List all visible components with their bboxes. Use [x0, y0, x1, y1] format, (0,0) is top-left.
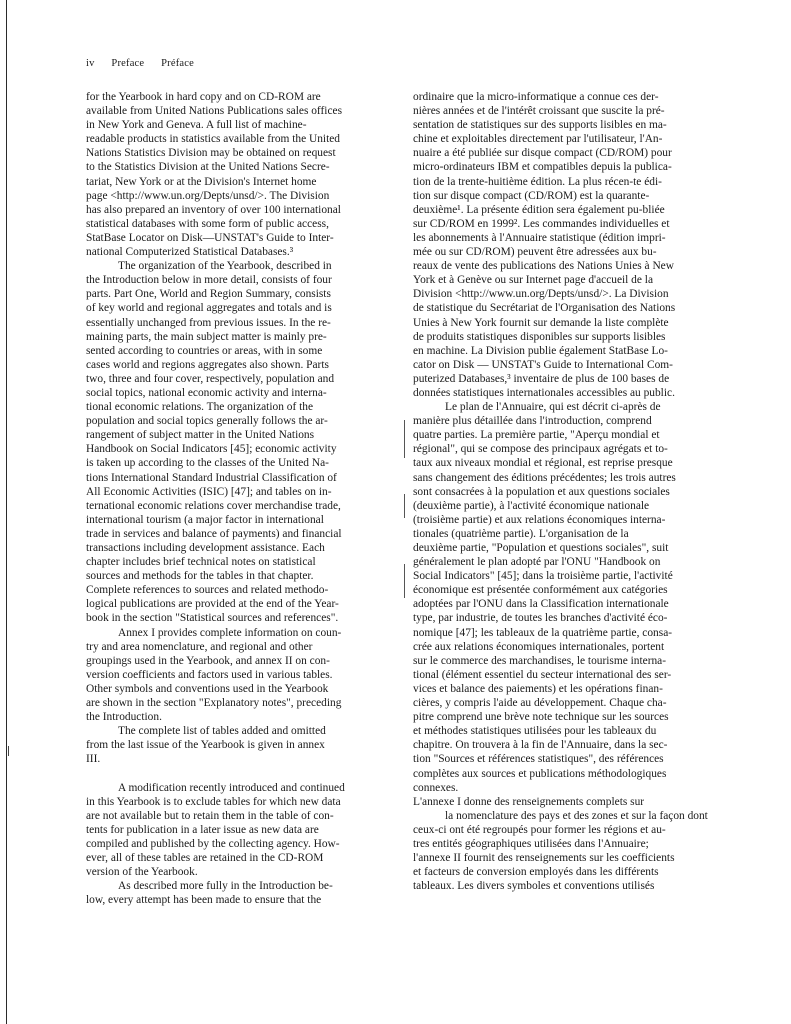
text-line: l'annexe II fournit des renseignements sur les coefficients [413, 852, 675, 865]
text-line: nomique [47]; les tableaux de la quatrième partie, consa- [413, 626, 673, 639]
text-line: la nomenclature des pays et des zones et sur la façon dont [445, 809, 708, 822]
text-line: readable products in statistics available from the United [86, 133, 340, 146]
text-line: national Computerized Statistical Databases.³ [86, 246, 294, 259]
text-line: de produits statistiques disponibles sur supports lisibles [413, 330, 666, 343]
text-line: vices et balance des paiements) et les opérations finan- [413, 682, 663, 695]
page-edge-line [6, 0, 7, 1024]
text-line: sources and methods for the tables in that chapter. [86, 570, 314, 583]
text-line: from the last issue of the Yearbook is given in annex [86, 739, 325, 752]
text-line [86, 767, 384, 781]
text-line: rangement of subject matter in the United Nations [86, 429, 315, 442]
text-line: ternational economic relations cover merchandise trade, [86, 499, 341, 512]
french-column [413, 90, 711, 893]
text-line: chine et exploitables directement par l'utilisateur, l'An- [413, 133, 663, 146]
text-line: quatre parties. La première partie, "Aperçu mondial et [413, 429, 660, 442]
text-line: connexes. [413, 781, 459, 794]
text-line: données statistiques internationales accessibles au public. [413, 386, 675, 399]
text-line: the Introduction below in more detail, consists of four [86, 274, 332, 287]
text-line: (deuxième partie), à l'activité économique nationale [413, 499, 650, 512]
text-line: logical publications are provided at the end of the Year- [86, 598, 339, 611]
text-line: tres entités géographiques utilisées dans l'Annuaire; [413, 837, 649, 850]
text-line: As described more fully in the Introduction be- [118, 880, 333, 893]
text-line: are shown in the section "Explanatory notes", preceding [86, 697, 342, 710]
text-line: low, every attempt has been made to ensure that the [86, 894, 322, 907]
text-line: généralement le plan adopté par l'ONU "Handbook on [413, 556, 661, 569]
text-line: in this Yearbook is to exclude tables for which new data [86, 795, 341, 808]
text-line: transactions including development assistance. Each [86, 542, 325, 554]
text-line: The organization of the Yearbook, described in [118, 260, 332, 273]
page-number: iv [86, 58, 95, 69]
text-line: et facteurs de conversion employés dans les différents [413, 866, 659, 879]
text-line: The complete list of tables added and omitted [118, 725, 326, 738]
text-line: cator on Disk — UNSTAT's Guide to International Com- [413, 358, 673, 371]
text-line: tions International Standard Industrial Classification of [86, 471, 337, 484]
text-line: ordinaire que la micro-informatique a connue ces der- [413, 91, 659, 103]
text-line: ever, all of these tables are retained in the CD-ROM [86, 852, 324, 865]
text-line: version of the Yearbook. [86, 866, 198, 879]
text-line: Annex I provides complete information on coun- [118, 626, 342, 639]
text-line: économique est présentée conformément aux catégories [413, 584, 668, 597]
text-line: Nations Statistics Division may be obtained on request [86, 147, 336, 160]
text-line: has also prepared an inventory of over 100 international [86, 203, 341, 216]
text-line: adoptées par l'ONU dans la Classification internationale [413, 598, 669, 611]
text-line: puterized Databases,³ inventaire de plus de 100 bases de [413, 372, 670, 385]
text-line: sur CD/ROM en 1999². Les commandes individuelles et [413, 217, 670, 230]
text-line: ceux-ci ont été regroupés pour former les régions et au- [413, 823, 666, 836]
text-line: deuxième¹. La présente édition sera également pu-bliée [413, 203, 665, 216]
change-bar [404, 494, 405, 518]
text-line: les abonnements à l'Annuaire statistique (édition impri- [413, 231, 666, 244]
text-line: en machine. La Division publie également StatBase Lo- [413, 344, 668, 357]
text-line: the Introduction. [86, 711, 162, 724]
text-line: manière plus détaillée dans l'introduction, comprend [413, 415, 652, 428]
text-line: statistical databases with some form of public access, [86, 217, 329, 230]
text-line: try and area nomenclature, and regional and other [86, 640, 313, 653]
text-line: international tourism (a major factor in international [86, 513, 324, 526]
text-line: tional economic relations. The organization of the [86, 401, 314, 414]
text-line: micro-ordinateurs IBM et compatibles depuis la publica- [413, 161, 672, 174]
text-line: version coefficients and factors used in various tables. [86, 668, 333, 681]
english-column [86, 90, 384, 907]
text-line: maining parts, the main subject matter is mainly pre- [86, 330, 327, 343]
text-line: de statistique du Secrétariat de l'Organisation des Nations [413, 302, 676, 315]
text-line: two, three and four cover, respectively, population and [86, 372, 335, 385]
text-line: groupings used in the Yearbook, and annex II on con- [86, 654, 330, 667]
text-line: StatBase Locator on Disk—UNSTAT's Guide to Inter- [86, 231, 334, 244]
text-line: régional", qui se compose des principaux agrégats et to- [413, 443, 668, 456]
text-line: sentation de statistiques sur des supports lisibles en ma- [413, 119, 667, 132]
text-line: tional (élément essentiel du secteur international des ser- [413, 668, 672, 681]
text-line: tion "Sources et références statistiques", des références [413, 753, 664, 766]
text-line: compiled and published by the collecting agency. How- [86, 837, 340, 850]
text-line: Social Indicators" [45]; dans la troisième partie, l'activité [413, 570, 673, 583]
text-line: available from United Nations Publications sales offices [86, 105, 343, 118]
text-line: pitre comprend une brève note technique sur les sources [413, 711, 669, 724]
text-line: social topics, national economic activity and interna- [86, 386, 327, 399]
text-line: chapter includes brief technical notes on statistical [86, 556, 316, 569]
text-line: complètes aux sources et publications méthodologiques [413, 767, 667, 780]
text-line: (troisième partie) et aux relations économiques interna- [413, 513, 666, 526]
text-line: Complete references to sources and related methodo- [86, 584, 329, 597]
text-line: cases world and regions aggregates also shown. Parts [86, 358, 329, 371]
text-line: to the Statistics Division at the United Nations Secre- [86, 161, 330, 174]
text-line: A modification recently introduced and continued [118, 781, 345, 794]
text-line: nières années et de l'intérêt croissant que suscite la pré- [413, 105, 665, 118]
text-line: tableaux. Les divers symboles et conventions utilisés [413, 880, 655, 893]
text-line: sur le commerce des marchandises, le tourisme interna- [413, 654, 667, 667]
text-line: sans changement des éditions précédentes; les trois autres [413, 471, 676, 484]
text-line: taux aux niveaux mondial et régional, est reprise presque [413, 457, 673, 470]
text-line: crée aux relations économiques internationales, portent [413, 640, 665, 653]
text-line: L'annexe I donne des renseignements complets sur [413, 795, 645, 808]
text-line: York et à Genève ou sur Internet page d'accueil de la [413, 274, 654, 287]
text-line: type, par industrie, de toutes les branches d'activité éco- [413, 612, 668, 625]
text-line: is taken up according to the classes of the United Na- [86, 457, 329, 470]
text-line: tariat, New York or at the Division's Internet home [86, 175, 317, 188]
text-line: book in the section "Statistical sources and references". [86, 612, 339, 625]
text-line: et méthodes statistiques utilisées pour les tableaux du [413, 725, 657, 738]
text-line: tion sur disque compact (CD/ROM) est la quarante- [413, 189, 650, 202]
text-line: cières, y compris l'aide au développement. Chaque cha- [413, 697, 667, 710]
text-line: parts. Part One, World and Region Summary, consists [86, 288, 331, 301]
text-line: tion de la trente-huitième édition. La plus récen-te édi- [413, 175, 662, 188]
text-line: deuxième partie, "Population et questions sociales", suit [413, 542, 669, 554]
text-line: chapitre. On trouvera à la fin de l'Annuaire, dans la sec- [413, 739, 668, 752]
text-line: Le plan de l'Annuaire, qui est décrit ci-après de [445, 401, 661, 414]
change-bar [404, 564, 405, 598]
text-line: of key world and regional aggregates and totals and is [86, 302, 332, 315]
text-line: in New York and Geneva. A full list of machine- [86, 119, 307, 132]
text-line: Unies à New York fournit sur demande la liste complète [413, 316, 669, 329]
text-line: trade in services and balance of payments) and financial [86, 527, 342, 540]
text-line: essentially unchanged from previous issues. In the re- [86, 316, 331, 329]
header-title-fr: Préface [161, 58, 194, 69]
margin-mark [8, 746, 9, 756]
text-line: population and social topics generally follows the ar- [86, 415, 328, 428]
text-line: III. [86, 753, 101, 766]
text-line: tionales (quatrième partie). L'organisation de la [413, 527, 629, 540]
text-line: Division <http://www.un.org/Depts/unsd/>. La Division [413, 288, 669, 301]
text-line: reaux de vente des publications des Nations Unies à New [413, 260, 674, 273]
text-line: for the Yearbook in hard copy and on CD-ROM are [86, 91, 321, 103]
change-bar [404, 420, 405, 458]
text-line: nuaire a été publiée sur disque compact (CD/ROM) pour [413, 147, 672, 160]
text-line: sont consacrées à la population et aux questions sociales [413, 485, 670, 498]
text-line: mée ou sur CD/ROM) peuvent être adressées aux bu- [413, 246, 657, 259]
text-line: page <http://www.un.org/Depts/unsd/>. The Division [86, 189, 330, 202]
text-line: are not available but to retain them in the table of con- [86, 809, 334, 822]
header-title-en: Preface [111, 58, 145, 69]
text-line: sented according to countries or areas, with in some [86, 344, 323, 357]
text-line: Other symbols and conventions used in the Yearbook [86, 682, 329, 695]
text-line: Handbook on Social Indicators [45]; economic activity [86, 443, 337, 456]
page-header [86, 58, 208, 69]
text-line: All Economic Activities (ISIC) [47]; and tables on in- [86, 485, 332, 498]
text-line: tents for publication in a later issue as new data are [86, 823, 319, 836]
